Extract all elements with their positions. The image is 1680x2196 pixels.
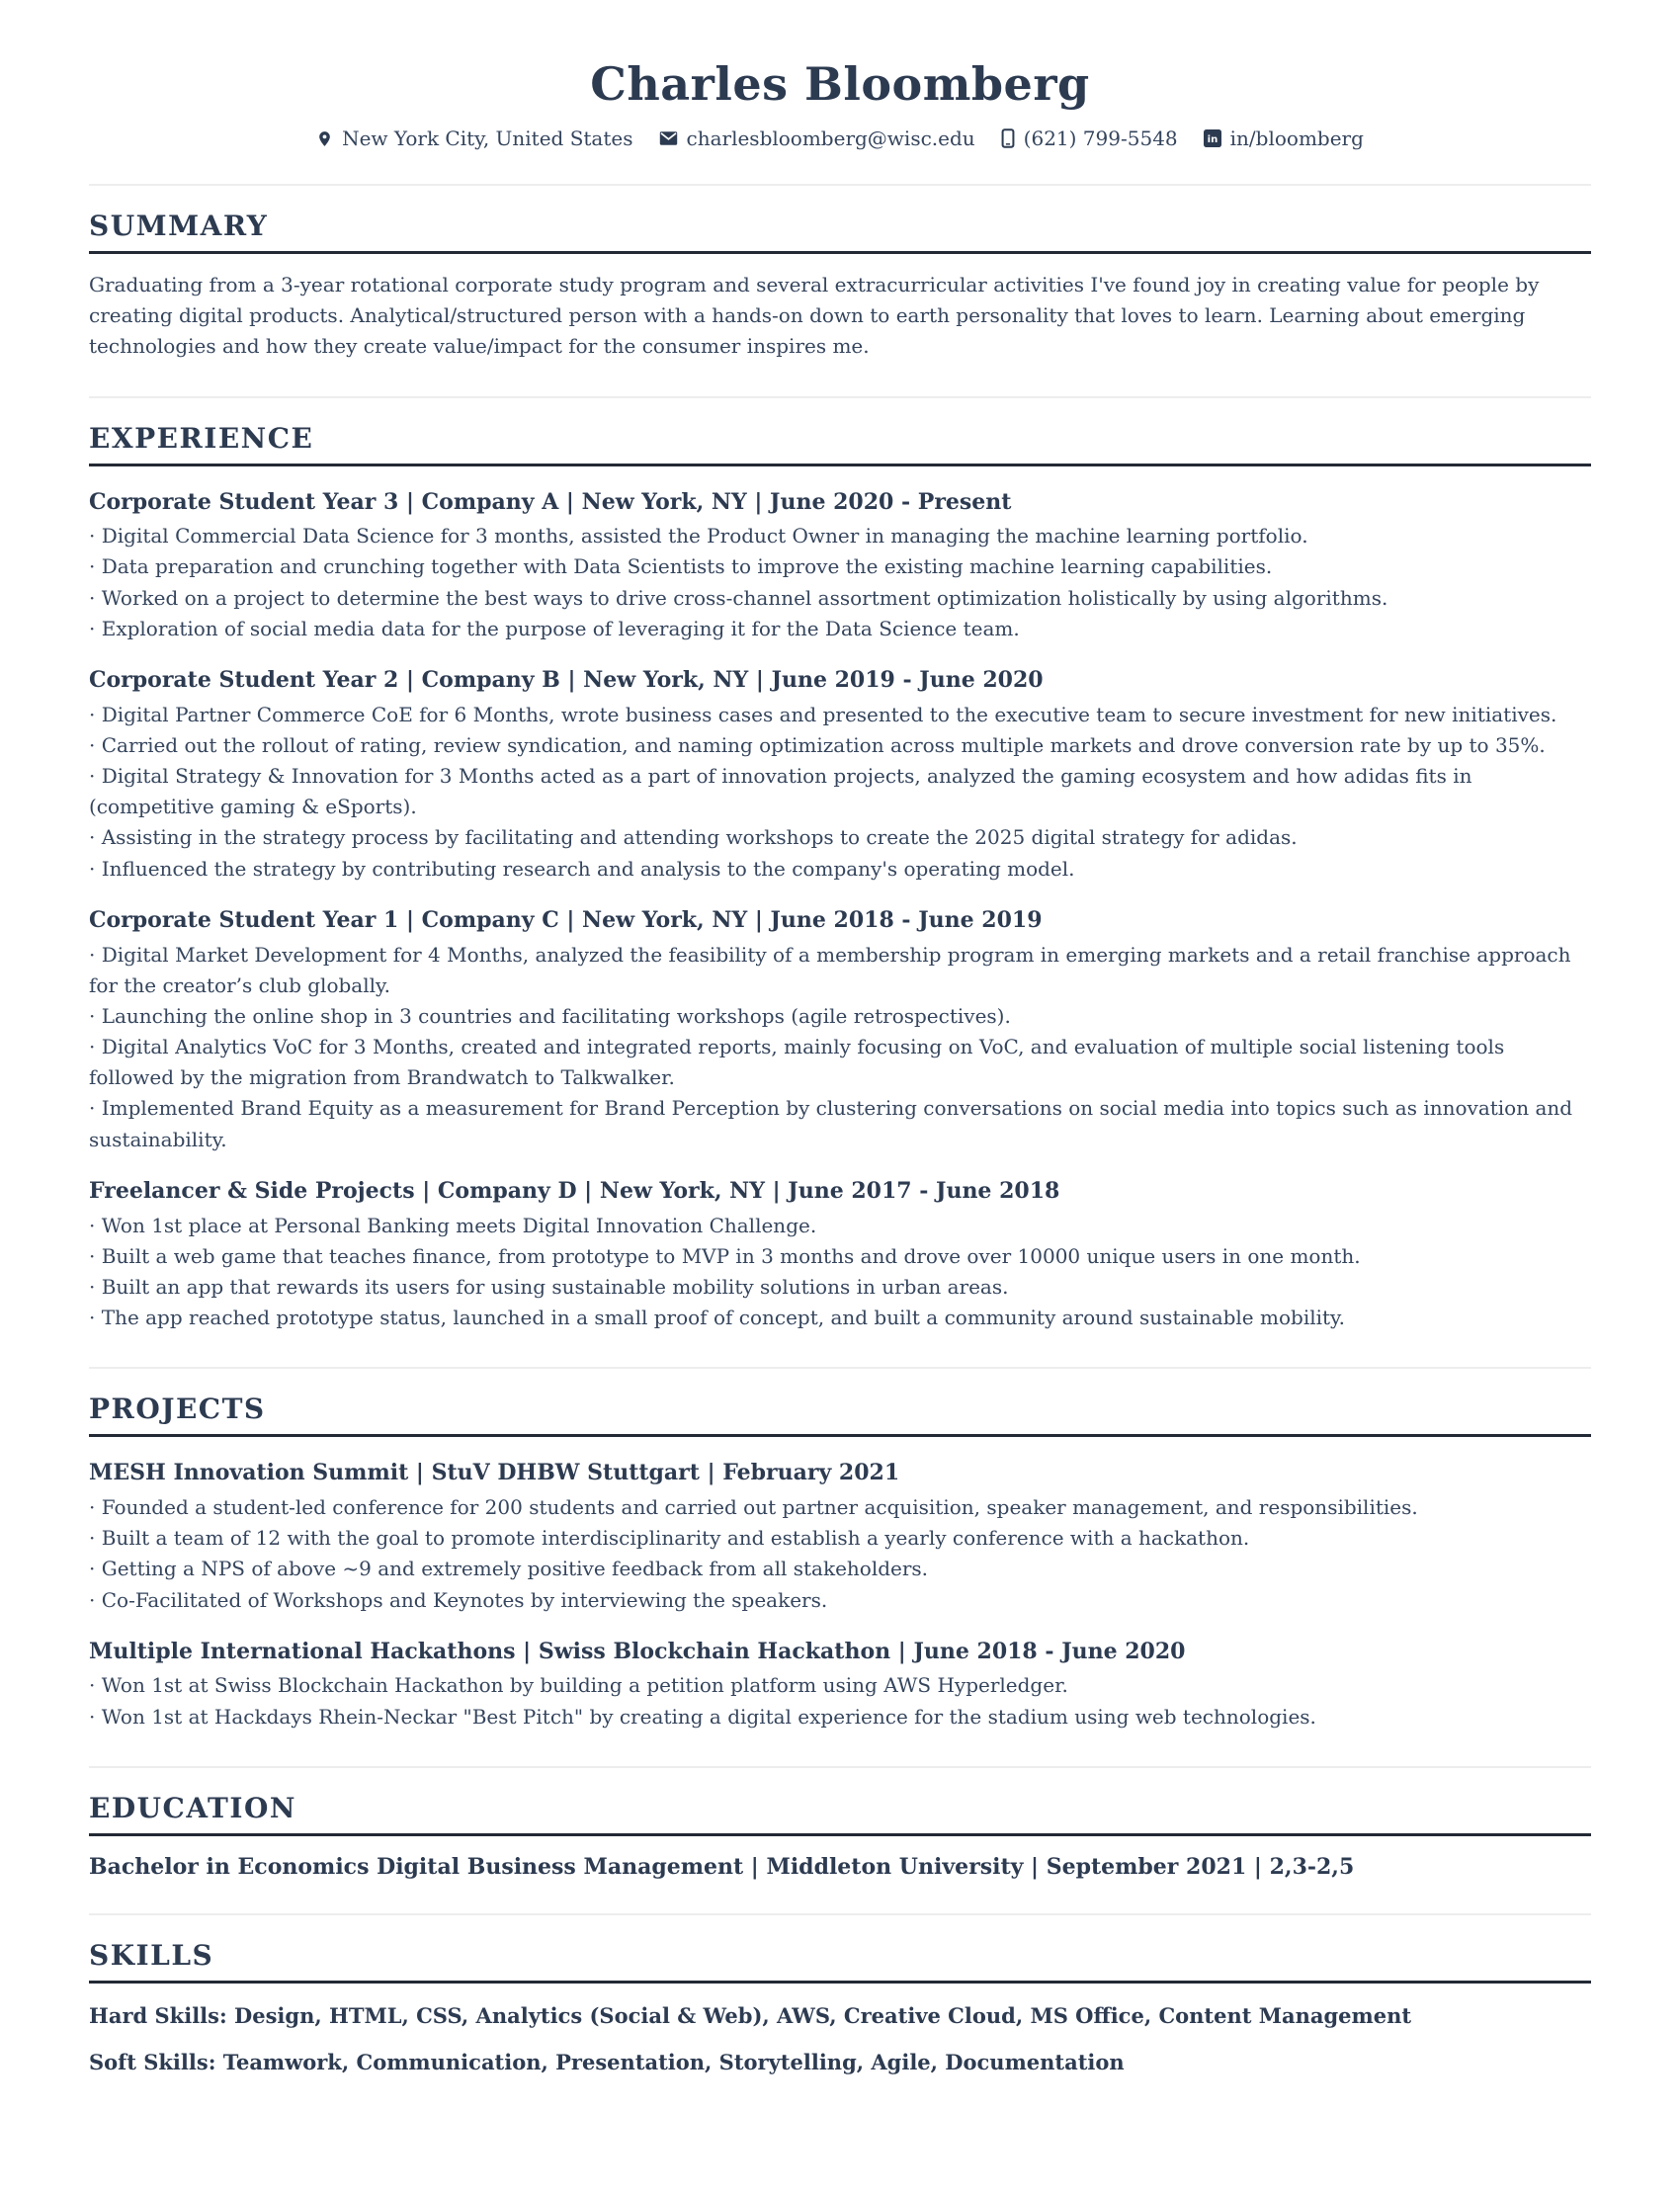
- entry-title: Multiple International Hackathons | Swiss Blockchain Hackathon | June 2018 - June 2020: [89, 1638, 1186, 1664]
- bullet-item: · Digital Partner Commerce CoE for 6 Months, wrote business cases and presented to the executive team to secure investment for new initiatives.: [89, 700, 1591, 730]
- bullet-item: · Won 1st at Hackdays Rhein-Neckar "Best Pitch" by creating a digital experience for the stadium using web technologies.: [89, 1702, 1591, 1732]
- section-education: [89, 1766, 1591, 1880]
- bullet-item: · Digital Commercial Data Science for 3 months, assisted the Product Owner in managing the machine learning portfolio.: [89, 521, 1591, 551]
- section-projects: [89, 1367, 1591, 1732]
- resume-header: [89, 57, 1591, 150]
- person-name: Charles Bloomberg: [590, 57, 1090, 111]
- skill-line: Hard Skills: Design, HTML, CSS, Analytics (Social & Web), AWS, Creative Cloud, MS Office, Content Management: [89, 2002, 1412, 2028]
- contact-text: charlesbloomberg@wisc.edu: [686, 127, 975, 150]
- experience-list: [89, 488, 1591, 1334]
- section-summary: [89, 184, 1591, 363]
- linkedin-icon: [1204, 129, 1221, 147]
- section-experience: [89, 396, 1591, 1334]
- entry-title: Corporate Student Year 3 | Company A | New York, NY | June 2020 - Present: [89, 488, 1012, 515]
- experience-entry: [89, 666, 1591, 885]
- entry-title: Corporate Student Year 2 | Company B | New York, NY | June 2019 - June 2020: [89, 667, 1044, 693]
- heading-rule: [89, 1833, 1591, 1836]
- section-skills: [89, 1913, 1591, 2077]
- email-icon: [659, 130, 678, 146]
- contact-text: (621) 799-5548: [1023, 127, 1178, 150]
- phone-icon: [1001, 128, 1015, 148]
- contact-row: [89, 127, 1591, 150]
- project-entry: [89, 1638, 1591, 1732]
- bullet-item: · Implemented Brand Equity as a measurement for Brand Perception by clustering conversations on social media into topics such as innovation and sustainability.: [89, 1093, 1591, 1154]
- experience-entry: [89, 906, 1591, 1155]
- bullet-list: [89, 1211, 1591, 1334]
- bullet-item: · Influenced the strategy by contributing research and analysis to the company's operating model.: [89, 854, 1591, 885]
- projects-list: [89, 1459, 1591, 1732]
- bullet-list: [89, 940, 1591, 1155]
- bullet-item: · Getting a NPS of above ~9 and extremely positive feedback from all stakeholders.: [89, 1554, 1591, 1584]
- location-pin-icon: [316, 129, 333, 148]
- project-entry: [89, 1459, 1591, 1615]
- bullet-item: · Won 1st place at Personal Banking meets Digital Innovation Challenge.: [89, 1211, 1591, 1241]
- skills-heading: SKILLS: [89, 1938, 214, 1972]
- bullet-item: · Founded a student-led conference for 200 students and carried out partner acquisition, speaker management, and responsibilities.: [89, 1492, 1591, 1523]
- bullet-item: · Built a team of 12 with the goal to promote interdisciplinarity and establish a yearly conference with a hackathon.: [89, 1523, 1591, 1554]
- bullet-item: · Built an app that rewards its users for using sustainable mobility solutions in urban areas.: [89, 1272, 1591, 1303]
- bullet-item: · Digital Strategy & Innovation for 3 Months acted as a part of innovation projects, analyzed the gaming ecosystem and how adidas fits in (competitive gaming & eSports).: [89, 761, 1591, 822]
- bullet-list: [89, 700, 1591, 885]
- bullet-item: · Co-Facilitated of Workshops and Keynotes by interviewing the speakers.: [89, 1585, 1591, 1616]
- bullet-item: · Digital Market Development for 4 Months, analyzed the feasibility of a membership program in emerging markets and a retail franchise approach for the creator’s club globally.: [89, 940, 1591, 1001]
- contact-text: in/bloomberg: [1229, 127, 1364, 150]
- summary-heading: SUMMARY: [89, 210, 269, 242]
- bullet-item: · The app reached prototype status, launched in a small proof of concept, and built a community around sustainable mobility.: [89, 1303, 1591, 1333]
- bullet-item: · Digital Analytics VoC for 3 Months, created and integrated reports, mainly focusing on VoC, and evaluation of multiple social listening tools followed by the migration from Brandwatch to Talkwalker.: [89, 1032, 1591, 1093]
- entry-title: Freelancer & Side Projects | Company D | New York, NY | June 2017 - June 2018: [89, 1177, 1060, 1204]
- heading-rule: [89, 251, 1591, 254]
- entry-title: MESH Innovation Summit | StuV DHBW Stuttgart | February 2021: [89, 1460, 900, 1486]
- bullet-item: · Assisting in the strategy process by facilitating and attending workshops to create the 2025 digital strategy for adidas.: [89, 822, 1591, 853]
- contact-item: [1001, 127, 1178, 150]
- projects-heading: PROJECTS: [89, 1393, 266, 1426]
- bullet-item: · Built a web game that teaches finance, from prototype to MVP in 3 months and drove over 10000 unique users in one month.: [89, 1241, 1591, 1272]
- heading-rule: [89, 1434, 1591, 1437]
- bullet-item: · Worked on a project to determine the best ways to drive cross-channel assortment optimization holistically by using algorithms.: [89, 583, 1591, 614]
- bullet-item: · Data preparation and crunching together with Data Scientists to improve the existing machine learning capabilities.: [89, 551, 1591, 582]
- skill-line: Soft Skills: Teamwork, Communication, Presentation, Storytelling, Agile, Documentation: [89, 2050, 1125, 2075]
- experience-entry: [89, 488, 1591, 644]
- bullet-item: · Exploration of social media data for the purpose of leveraging it for the Data Science team.: [89, 614, 1591, 644]
- heading-rule: [89, 464, 1591, 466]
- svg-text:in: in: [1207, 134, 1218, 146]
- bullet-list: [89, 521, 1591, 644]
- contact-item: [659, 127, 975, 150]
- bullet-item: · Carried out the rollout of rating, review syndication, and naming optimization across multiple markets and drove conversion rate by up to 35%.: [89, 730, 1591, 761]
- heading-rule: [89, 1981, 1591, 1984]
- summary-text: Graduating from a 3-year rotational corporate study program and several extracurricular activities I've found joy in creating value for people by creating digital products. Analytical/structured person with a hands-on down to earth personality that loves to learn. Learning about emerging technologies and how they create value/impact for the consumer inspires me.: [89, 273, 1540, 359]
- skills-list: [89, 2001, 1591, 2077]
- education-degree-line: Bachelor in Economics Digital Business Management | Middleton University | September 2021 | 2,3-2,5: [89, 1853, 1355, 1880]
- entry-title: Corporate Student Year 1 | Company C | New York, NY | June 2018 - June 2019: [89, 906, 1043, 933]
- contact-item: [316, 127, 632, 150]
- experience-entry: [89, 1177, 1591, 1333]
- contact-item: [1204, 127, 1364, 150]
- bullet-item: · Launching the online shop in 3 countries and facilitating workshops (agile retrospectives).: [89, 1001, 1591, 1032]
- education-heading: EDUCATION: [89, 1791, 296, 1824]
- experience-heading: EXPERIENCE: [89, 421, 314, 455]
- bullet-list: [89, 1492, 1591, 1616]
- bullet-item: · Won 1st at Swiss Blockchain Hackathon by building a petition platform using AWS Hyperledger.: [89, 1670, 1591, 1701]
- contact-text: New York City, United States: [342, 127, 633, 150]
- bullet-list: [89, 1670, 1591, 1731]
